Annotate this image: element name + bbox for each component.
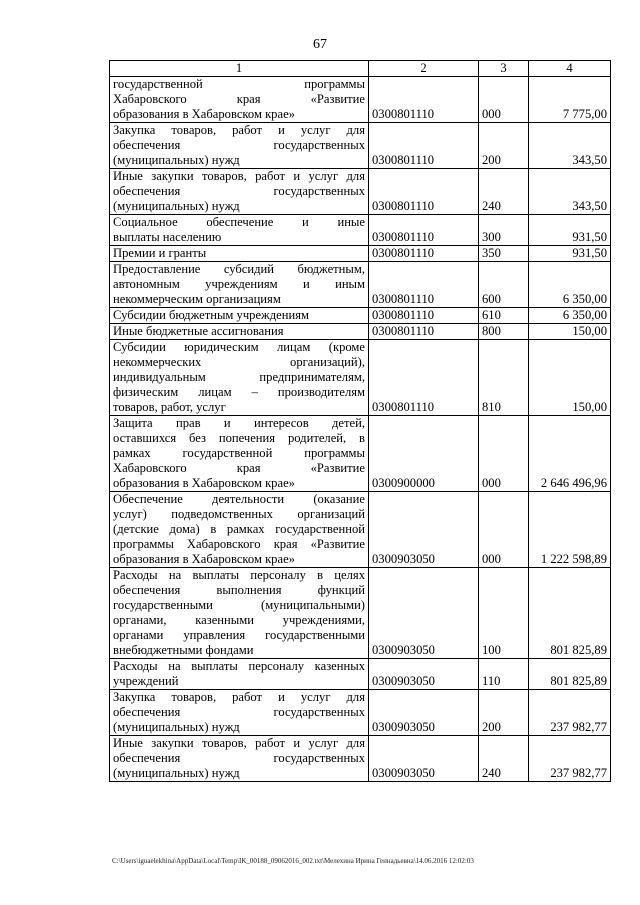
table-row (110, 416, 611, 492)
column-header: 3 (479, 61, 529, 77)
expense-name-line: услуг) подведомственных организаций (113, 507, 365, 521)
expense-name-line: (муниципальных) нужд (113, 766, 240, 780)
target-article-code-cell: 0300903050 (369, 736, 479, 782)
expense-name-cell (110, 123, 369, 169)
expense-name-line: образования в Хабаровском крае» (113, 476, 295, 490)
expense-name-cell (110, 324, 369, 340)
expense-name-line: обеспечения государственных (113, 705, 365, 719)
target-article-code-cell: 0300903050 (369, 690, 479, 736)
expense-name-line: физическим лицам – производителям (113, 385, 365, 399)
expense-name-cell (110, 416, 369, 492)
expense-name-line: Закупка товаров, работ и услуг для (113, 123, 365, 137)
expense-name-cell (110, 215, 369, 246)
expense-type-cell: 350 (479, 246, 529, 262)
expense-type-cell: 800 (479, 324, 529, 340)
expense-name-line: государственными (муниципальными) (113, 598, 365, 612)
amount-cell: 7 775,00 (529, 77, 611, 123)
expense-name-line: (детские дома) в рамках государственной (113, 522, 365, 536)
table-header-row (110, 61, 611, 77)
expense-type-cell: 000 (479, 492, 529, 568)
expense-name-line: образования в Хабаровском крае» (113, 552, 295, 566)
expense-name-line: Иные закупки товаров, работ и услуг для (113, 736, 365, 750)
expense-name-line: внебюджетными фондами (113, 643, 254, 657)
target-article-code-cell: 0300903050 (369, 492, 479, 568)
table-row (110, 736, 611, 782)
expense-name-cell (110, 659, 369, 690)
target-article-code-cell: 0300900000 (369, 416, 479, 492)
table-row (110, 77, 611, 123)
expense-name-line: Закупка товаров, работ и услуг для (113, 690, 365, 704)
table-row (110, 308, 611, 324)
expense-type-cell: 240 (479, 736, 529, 782)
expense-name-line: оставшихся без попечения родителей, в (113, 431, 365, 445)
expense-type-cell: 240 (479, 169, 529, 215)
table-row (110, 340, 611, 416)
expense-name-line: Защита прав и интересов детей, (113, 416, 365, 430)
expense-name-line: обеспечения государственных (113, 751, 365, 765)
expense-name-line: Обеспечение деятельности (оказание (113, 492, 365, 506)
expense-name-line: учреждений (113, 674, 179, 688)
expense-name-cell (110, 568, 369, 659)
target-article-code-cell: 0300903050 (369, 568, 479, 659)
target-article-code-cell: 0300801110 (369, 340, 479, 416)
table-row (110, 169, 611, 215)
expense-type-cell: 200 (479, 123, 529, 169)
expense-type-cell: 000 (479, 77, 529, 123)
amount-cell: 343,50 (529, 123, 611, 169)
expense-name-cell (110, 77, 369, 123)
amount-cell: 237 982,77 (529, 736, 611, 782)
column-header: 1 (110, 61, 369, 77)
table-row (110, 659, 611, 690)
table-row (110, 568, 611, 659)
table-row (110, 215, 611, 246)
amount-cell: 6 350,00 (529, 262, 611, 308)
file-path-footer: C:\Users\iguaelekhina\AppData\Local\Temp\IK_00188_09062016_002.txt\Мелехина Ирина Геннадьевна\14.06.2016 12:02:03 (112, 857, 474, 865)
expense-name-cell (110, 492, 369, 568)
target-article-code-cell: 0300801110 (369, 77, 479, 123)
expense-name-line: Премии и гранты (113, 246, 207, 260)
expense-name-cell (110, 690, 369, 736)
expense-name-cell (110, 308, 369, 324)
table-row (110, 324, 611, 340)
expense-name-line: обеспечения государственных (113, 184, 365, 198)
expense-name-line: некоммерческим организациям (113, 292, 281, 306)
target-article-code-cell: 0300801110 (369, 262, 479, 308)
amount-cell: 931,50 (529, 215, 611, 246)
expense-name-line: некоммерческих организаций), (113, 355, 365, 369)
amount-cell: 801 825,89 (529, 568, 611, 659)
amount-cell: 343,50 (529, 169, 611, 215)
expense-name-line: образования в Хабаровском крае» (113, 107, 295, 121)
expense-name-line: Иные закупки товаров, работ и услуг для (113, 169, 365, 183)
amount-cell: 6 350,00 (529, 308, 611, 324)
target-article-code-cell: 0300801110 (369, 215, 479, 246)
expense-name-line: Расходы на выплаты персоналу в целях (113, 568, 365, 582)
expense-name-line: (муниципальных) нужд (113, 720, 240, 734)
expense-name-line: Субсидии бюджетным учреждениям (113, 308, 309, 322)
expense-name-line: выплаты населению (113, 230, 222, 244)
expense-name-line: Хабаровского края «Развитие (113, 92, 365, 106)
target-article-code-cell: 0300801110 (369, 246, 479, 262)
table-row (110, 246, 611, 262)
expense-name-line: автономным учреждениям и иным (113, 277, 365, 291)
amount-cell: 2 646 496,96 (529, 416, 611, 492)
table-row (110, 123, 611, 169)
expense-name-line: Предоставление субсидий бюджетным, (113, 262, 365, 276)
target-article-code-cell: 0300801110 (369, 324, 479, 340)
expense-name-line: программы Хабаровского края «Развитие (113, 537, 365, 551)
expense-type-cell: 000 (479, 416, 529, 492)
target-article-code-cell: 0300801110 (369, 123, 479, 169)
expense-type-cell: 100 (479, 568, 529, 659)
expense-name-line: (муниципальных) нужд (113, 199, 240, 213)
expense-name-line: (муниципальных) нужд (113, 153, 240, 167)
expense-name-line: Иные бюджетные ассигнования (113, 324, 284, 338)
expense-name-line: обеспечения выполнения функций (113, 583, 365, 597)
expense-name-line: органами, казенными учреждениями, (113, 613, 365, 627)
amount-cell: 237 982,77 (529, 690, 611, 736)
expense-name-line: Расходы на выплаты персоналу казенных (113, 659, 365, 673)
page-number: 67 (313, 37, 327, 52)
table-row (110, 690, 611, 736)
expense-name-line: обеспечения государственных (113, 138, 365, 152)
expense-name-line: товаров, работ, услуг (113, 400, 226, 414)
expense-name-cell (110, 262, 369, 308)
amount-cell: 150,00 (529, 340, 611, 416)
budget-table (109, 60, 611, 782)
expense-type-cell: 110 (479, 659, 529, 690)
expense-type-cell: 300 (479, 215, 529, 246)
expense-name-line: Социальное обеспечение и иные (113, 215, 365, 229)
expense-type-cell: 610 (479, 308, 529, 324)
column-header: 2 (369, 61, 479, 77)
table-row (110, 262, 611, 308)
expense-name-line: индивидуальным предпринимателям, (113, 370, 365, 384)
amount-cell: 150,00 (529, 324, 611, 340)
expense-name-cell (110, 340, 369, 416)
expense-type-cell: 200 (479, 690, 529, 736)
target-article-code-cell: 0300801110 (369, 169, 479, 215)
column-header: 4 (529, 61, 611, 77)
expense-name-line: Субсидии юридическим лицам (кроме (113, 340, 365, 354)
expense-name-line: государственной программы (113, 77, 365, 91)
expense-name-cell (110, 736, 369, 782)
expense-name-cell (110, 169, 369, 215)
table-row (110, 492, 611, 568)
expense-name-line: рамках государственной программы (113, 446, 365, 460)
amount-cell: 1 222 598,89 (529, 492, 611, 568)
amount-cell: 931,50 (529, 246, 611, 262)
expense-name-cell (110, 246, 369, 262)
expense-name-line: Хабаровского края «Развитие (113, 461, 365, 475)
amount-cell: 801 825,89 (529, 659, 611, 690)
target-article-code-cell: 0300801110 (369, 308, 479, 324)
expense-name-line: органами управления государственными (113, 628, 365, 642)
expense-type-cell: 810 (479, 340, 529, 416)
target-article-code-cell: 0300903050 (369, 659, 479, 690)
expense-type-cell: 600 (479, 262, 529, 308)
